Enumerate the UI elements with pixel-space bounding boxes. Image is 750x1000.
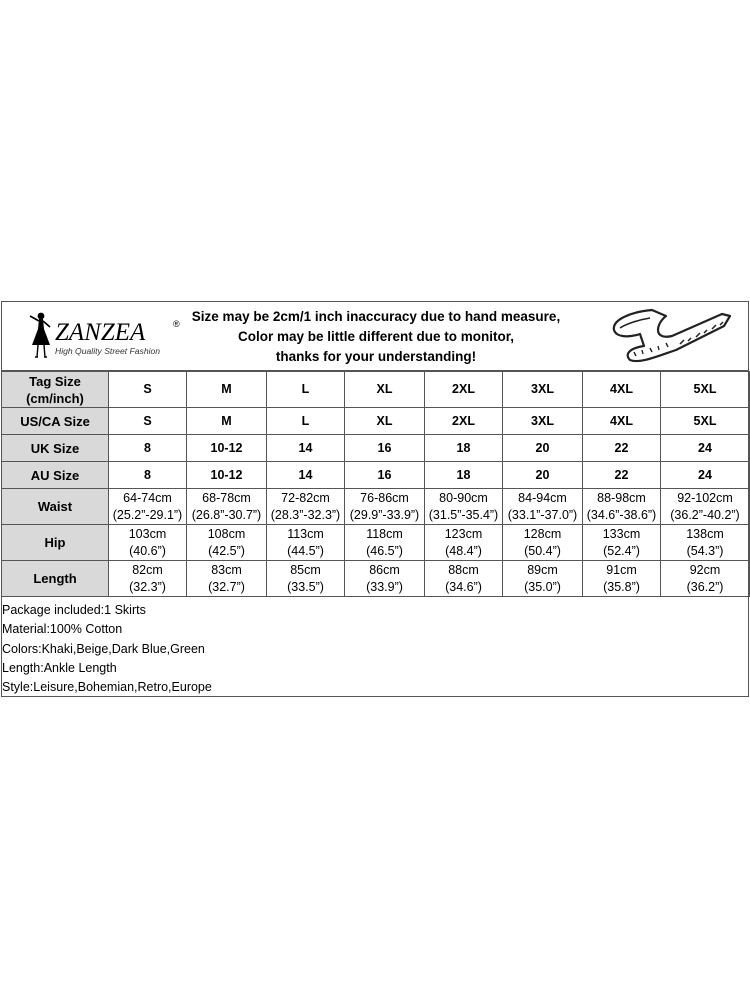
cell: 118cm (46.5”) (345, 525, 425, 561)
cell: 10-12 (187, 462, 267, 489)
cell: L (267, 408, 345, 435)
cell: 24 (661, 462, 750, 489)
cell: XL (345, 372, 425, 408)
cell: 89cm (35.0”) (503, 561, 583, 597)
cell: 86cm (33.9”) (345, 561, 425, 597)
package-info: Package included:1 Skirts (2, 603, 146, 617)
cell: M (187, 408, 267, 435)
cell: 108cm (42.5”) (187, 525, 267, 561)
cell: 22 (583, 435, 661, 462)
cell: 8 (109, 435, 187, 462)
row-label: US/CA Size (2, 408, 109, 435)
cell: 5XL (661, 408, 750, 435)
cell: 83cm (32.7”) (187, 561, 267, 597)
cell: 2XL (425, 408, 503, 435)
cell: 113cm (44.5”) (267, 525, 345, 561)
cell: 24 (661, 435, 750, 462)
cell: 3XL (503, 372, 583, 408)
cell: 84-94cm (33.1”-37.0”) (503, 489, 583, 525)
cell: 8 (109, 462, 187, 489)
product-info (2, 601, 212, 697)
cell: 91cm (35.8”) (583, 561, 661, 597)
cell: L (267, 372, 345, 408)
measuring-tape-icon (606, 306, 736, 368)
notice-line-2: Color may be little different due to monitor, (237, 329, 515, 344)
row-label: Length (2, 561, 109, 597)
cell: 103cm (40.6”) (109, 525, 187, 561)
notice-line-1: Size may be 2cm/1 inch inaccuracy due to hand measure, (191, 309, 561, 324)
cell: 22 (583, 462, 661, 489)
cell: 128cm (50.4”) (503, 525, 583, 561)
notice-line-3: thanks for your understanding! (275, 349, 477, 364)
material-info: Material:100% Cotton (2, 622, 123, 637)
cell: M (187, 372, 267, 408)
cell: 85cm (33.5”) (267, 561, 345, 597)
au-size-row (2, 462, 750, 489)
cell: 133cm (52.4”) (583, 525, 661, 561)
size-chart (0, 301, 750, 699)
cell: XL (345, 408, 425, 435)
tag-size-row (2, 372, 750, 408)
cell: 68-78cm (26.8”-30.7”) (187, 489, 267, 525)
cell: 138cm (54.3”) (661, 525, 750, 561)
waist-row (2, 489, 750, 525)
cell: 16 (345, 462, 425, 489)
row-label: Tag Size (cm/inch) (2, 372, 109, 408)
cell: S (109, 372, 187, 408)
row-label: Hip (2, 525, 109, 561)
hip-row (2, 525, 750, 561)
cell: 10-12 (187, 435, 267, 462)
cell: 14 (267, 462, 345, 489)
cell: 4XL (583, 372, 661, 408)
brand-name: ZANZEA (55, 319, 146, 346)
cell: 64-74cm (25.2”-29.1”) (109, 489, 187, 525)
chart-header (1, 301, 749, 371)
us-size-row (2, 408, 750, 435)
cell: 92-102cm (36.2”-40.2”) (661, 489, 750, 525)
registered-mark: ® (173, 319, 180, 329)
cell: 88cm (34.6”) (425, 561, 503, 597)
cell: 72-82cm (28.3”-32.3”) (267, 489, 345, 525)
row-label: Waist (2, 489, 109, 525)
uk-size-row (2, 435, 750, 462)
cell: S (109, 408, 187, 435)
cell: 18 (425, 462, 503, 489)
cell: 88-98cm (34.6”-38.6”) (583, 489, 661, 525)
cell: 92cm (36.2”) (661, 561, 750, 597)
row-label: UK Size (2, 435, 109, 462)
brand-logo (23, 307, 193, 367)
length-info: Length:Ankle Length (2, 660, 117, 675)
measurement-notice (191, 307, 561, 367)
row-label: AU Size (2, 462, 109, 489)
cell: 2XL (425, 372, 503, 408)
cell: 4XL (583, 408, 661, 435)
colors-info: Colors:Khaki,Beige,Dark Blue,Green (2, 641, 205, 656)
cell: 16 (345, 435, 425, 462)
cell: 20 (503, 435, 583, 462)
cell: 82cm (32.3”) (109, 561, 187, 597)
cell: 18 (425, 435, 503, 462)
size-table (1, 371, 750, 597)
cell: 80-90cm (31.5”-35.4”) (425, 489, 503, 525)
length-row (2, 561, 750, 597)
style-info: Style:Leisure,Bohemian,Retro,Europe (2, 680, 212, 695)
brand-tagline: High Quality Street Fashion (55, 346, 161, 356)
cell: 123cm (48.4”) (425, 525, 503, 561)
cell: 5XL (661, 372, 750, 408)
cell: 76-86cm (29.9”-33.9”) (345, 489, 425, 525)
fashion-figure-icon (30, 313, 50, 357)
cell: 20 (503, 462, 583, 489)
cell: 3XL (503, 408, 583, 435)
cell: 14 (267, 435, 345, 462)
